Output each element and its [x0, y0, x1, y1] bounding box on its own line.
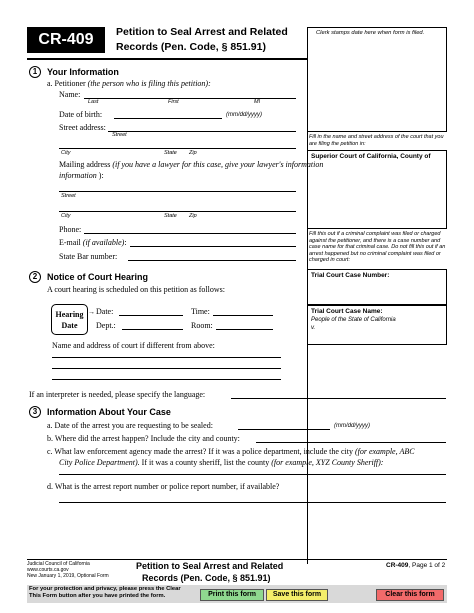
trial-case-number-label: Trial Court Case Number: [311, 272, 390, 279]
court-fill-note: Fill in the name and street address of the court that you are filing the petition in: [309, 134, 444, 147]
mailing-zip-caption: Zip [189, 213, 197, 219]
street-address-label: Street address: [59, 123, 106, 132]
report-number-label: d. What is the arrest report number or police report number, if available? [47, 482, 280, 491]
street-address-field[interactable] [108, 131, 296, 132]
dob-field[interactable] [114, 118, 222, 119]
complaint-fill-note: Fill this out if a criminal complaint was filed or charged against the petitioner, and there is a case number and case name for that criminal case. Do not fill this out if an arrest happened but no criminal complaint was filed or charged in court: [309, 231, 446, 263]
section-1-title: Your Information [47, 67, 119, 77]
hearing-date-label: Date: [96, 307, 114, 316]
arrest-location-field[interactable] [256, 442, 446, 443]
state-bar-label: State Bar number: [59, 252, 118, 261]
footer-page-info: CR-409, Page 1 of 2 [386, 562, 446, 569]
hearing-date-field[interactable] [119, 315, 183, 316]
mailing-state-caption: State [164, 213, 177, 219]
petitioner-label: a. Petitioner (the person who is filing this petition): [47, 79, 211, 88]
arrest-date-format: (mm/dd/yyyy) [334, 423, 370, 429]
name-field[interactable] [84, 98, 296, 99]
footer-title-line2: Records (Pen. Code, § 851.91) [142, 573, 271, 583]
street-zip-caption: Zip [189, 150, 197, 156]
trial-case-name-label: Trial Court Case Name: [311, 308, 383, 315]
hearing-box-line2: Date [61, 321, 78, 330]
arrest-date-label: a. Date of the arrest you are requesting to be sealed: [47, 421, 213, 430]
section-2-title: Notice of Court Hearing [47, 272, 149, 282]
court-address-line-2[interactable] [52, 368, 281, 369]
clerk-stamp-note: Clerk stamps date here when form is filed. [316, 30, 425, 36]
street-caption: Street [112, 132, 127, 138]
arrest-date-field[interactable] [238, 429, 330, 430]
footer-effective: New January 1, 2019, Optional Form [27, 573, 109, 579]
report-number-field[interactable] [59, 502, 446, 503]
section-1-number: 1 [29, 66, 41, 78]
footer-title-line1: Petition to Seal Arrest and Related [136, 561, 284, 571]
trial-case-name-box[interactable] [307, 305, 447, 345]
form-title-line1: Petition to Seal Arrest and Related [116, 26, 288, 38]
trial-case-number-box[interactable] [307, 269, 447, 305]
clear-form-button[interactable]: Clear this form [376, 589, 444, 601]
hearing-dept-field[interactable] [122, 329, 183, 330]
mailing-street-caption: Street [61, 193, 76, 199]
mailing-city-caption: City [61, 213, 71, 219]
hearing-box-line1: Hearing [55, 310, 84, 319]
street-city-field[interactable] [59, 148, 296, 149]
print-form-button[interactable]: Print this form [200, 589, 264, 601]
phone-field[interactable] [84, 233, 296, 234]
hearing-arrow-icon: → [88, 308, 95, 316]
section-3-title: Information About Your Case [47, 407, 171, 417]
footer-rule [27, 559, 447, 560]
privacy-note-1: For your protection and privacy, please press the Clear [29, 586, 181, 592]
form-code-badge: CR-409 [27, 27, 105, 53]
agency-label-2: City Police Department). If it was a county sheriff, list the county (for example, XYZ County Sheriff): [59, 458, 384, 467]
hearing-intro: A court hearing is scheduled on this petition as follows: [47, 285, 225, 294]
hearing-room-label: Room: [191, 321, 213, 330]
hearing-time-field[interactable] [213, 315, 273, 316]
phone-label: Phone: [59, 225, 82, 234]
hearing-time-label: Time: [191, 307, 210, 316]
mailing-address-label: Mailing address (if you have a lawyer for this case, give your lawyer's information [59, 160, 324, 169]
interpreter-field[interactable] [231, 398, 446, 399]
state-bar-field[interactable] [128, 260, 296, 261]
email-label: E-mail (if available): [59, 238, 127, 247]
arrest-location-label: b. Where did the arrest happen? Include the city and county: [47, 434, 240, 443]
header-rule [27, 58, 307, 60]
footer-website: www.courts.ca.gov [27, 567, 69, 573]
court-name-label: Superior Court of California, County of [311, 153, 431, 160]
street-state-caption: State [164, 150, 177, 156]
mailing-address-label-2: information ): [59, 171, 104, 180]
hearing-date-box [51, 304, 88, 335]
privacy-note-2: This Form button after you have printed the form. [29, 593, 166, 599]
court-address-line-1[interactable] [52, 357, 281, 358]
court-address-line-3[interactable] [52, 379, 281, 380]
form-title-line2: Records (Pen. Code, § 851.91) [116, 41, 266, 53]
trial-case-name-v: v. [311, 325, 316, 331]
agency-label-1: c. What law enforcement agency made the arrest? If it was a police department, include the city (for example, ABC [47, 447, 415, 456]
court-name-box[interactable] [307, 150, 447, 229]
section-3-number: 3 [29, 406, 41, 418]
clerk-stamp-box[interactable] [307, 27, 447, 132]
mailing-city-field[interactable] [59, 211, 296, 212]
dob-label: Date of birth: [59, 110, 103, 119]
last-name-caption: Last [88, 99, 99, 105]
hearing-dept-label: Dept.: [96, 321, 116, 330]
first-name-caption: First [168, 99, 179, 105]
trial-case-name-value: People of the State of California [311, 317, 396, 323]
agency-field-1[interactable] [59, 474, 446, 475]
email-field[interactable] [130, 246, 296, 247]
save-form-button[interactable]: Save this form [266, 589, 328, 601]
court-address-label: Name and address of court if different from above: [52, 341, 215, 350]
mi-caption: MI [254, 99, 261, 105]
dob-format: (mm/dd/yyyy) [226, 112, 262, 118]
mailing-street-field[interactable] [59, 191, 296, 192]
interpreter-label: If an interpreter is needed, please specify the language: [29, 390, 206, 399]
section-2-number: 2 [29, 271, 41, 283]
footer-council: Judicial Council of California [27, 561, 90, 567]
name-label: Name: [59, 90, 81, 99]
street-city-caption: City [61, 150, 71, 156]
hearing-room-field[interactable] [216, 329, 273, 330]
